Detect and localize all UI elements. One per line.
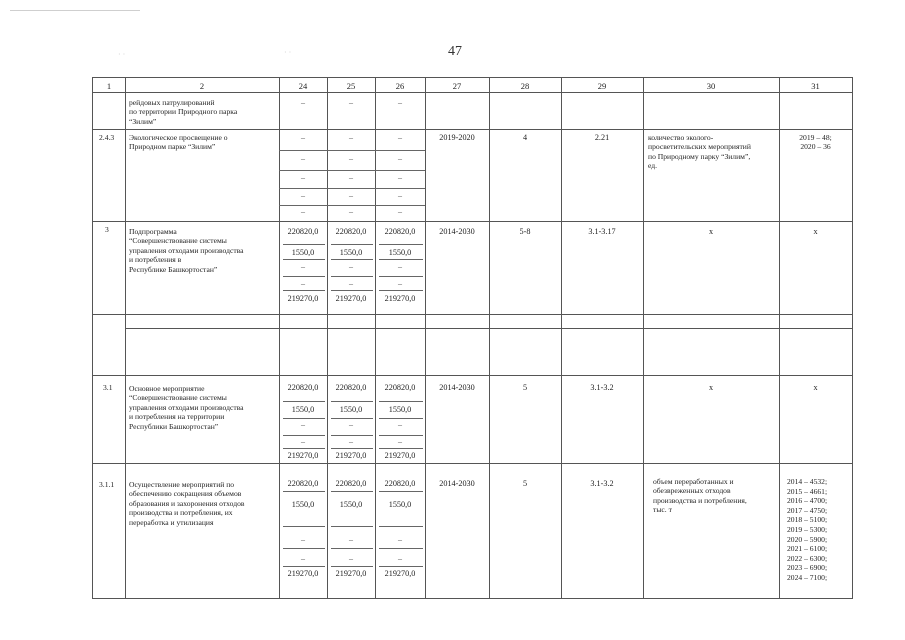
- table-cell-value: 219270,0: [335, 569, 367, 578]
- table-cell-value: 2.21: [594, 133, 610, 142]
- table-cell-value: –: [349, 191, 353, 200]
- column-header: 27: [452, 81, 462, 91]
- table-cell-value: 219270,0: [335, 451, 367, 460]
- table-cell-value: –: [301, 133, 305, 142]
- table-cell-indicator: объем переработанных и обезвреженных отходов производства и потребления, тыс. т: [653, 477, 747, 515]
- table-cell-value: 1550,0: [339, 405, 363, 414]
- data-table: [92, 77, 853, 599]
- table-cell-name: Экологическое просвещение о Природном парке “Зилим”: [129, 133, 228, 152]
- table-cell-period: 2014-2030: [439, 227, 475, 236]
- table-cell-value: –: [301, 420, 305, 429]
- table-cell-value: –: [349, 554, 353, 563]
- table-cell-value: 4: [522, 133, 528, 142]
- table-cell-value: –: [301, 98, 305, 107]
- table-cell-value: –: [398, 420, 402, 429]
- table-cell-value: 220820,0: [287, 479, 319, 488]
- table-cell-value: –: [349, 173, 353, 182]
- table-cell-value: –: [301, 207, 305, 216]
- column-header: 26: [395, 81, 405, 91]
- table-cell-value: 220820,0: [287, 383, 319, 392]
- table-cell-value: –: [349, 154, 353, 163]
- table-cell-value: 5-8: [519, 227, 531, 236]
- column-header: 29: [597, 81, 607, 91]
- column-header: 25: [346, 81, 356, 91]
- table-cell-value: –: [301, 154, 305, 163]
- table-cell-value: 3.1-3.2: [590, 479, 614, 488]
- table-cell-id: 3: [105, 225, 109, 234]
- table-cell-period: 2014-2030: [439, 479, 475, 488]
- table-cell-value: –: [398, 437, 402, 446]
- table-cell-indicator: количество эколого- просветительских мероприятий по Природному парку “Зилим”, ед.: [648, 133, 751, 171]
- table-cell-value: –: [398, 207, 402, 216]
- column-header: 1: [106, 81, 112, 91]
- table-cell-value: –: [349, 437, 353, 446]
- scan-artifact: · ·: [118, 50, 126, 59]
- table-cell-value: –: [349, 98, 353, 107]
- table-cell-value: 1550,0: [291, 405, 315, 414]
- table-cell-period: 2019-2020: [439, 133, 475, 142]
- column-header: 2: [199, 81, 205, 91]
- table-cell-value: 5: [522, 479, 528, 488]
- table-cell-value: 1550,0: [388, 405, 412, 414]
- column-header: 28: [520, 81, 530, 91]
- table-cell-name: Осуществление мероприятий по обеспечению сокращения объемов образования и захоронения отходов производства и потребления, их переработка и утилизация: [129, 480, 245, 527]
- table-cell-value: –: [349, 207, 353, 216]
- table-cell-value: –: [398, 173, 402, 182]
- table-cell-value: 1550,0: [388, 500, 412, 509]
- table-cell-period: 2014-2030: [439, 383, 475, 392]
- table-cell-value: –: [398, 262, 402, 271]
- table-cell-value: –: [301, 554, 305, 563]
- table-cell-value: 219270,0: [384, 569, 416, 578]
- table-cell-value: –: [398, 191, 402, 200]
- table-cell-targets: х: [813, 227, 818, 236]
- table-cell-value: 219270,0: [287, 451, 319, 460]
- header-mark: [10, 10, 140, 15]
- table-cell-value: 220820,0: [384, 479, 416, 488]
- table-cell-value: 1550,0: [291, 500, 315, 509]
- table-cell-value: 220820,0: [335, 227, 367, 236]
- scan-artifact: · ·: [284, 48, 292, 57]
- table-cell-value: –: [301, 173, 305, 182]
- table-cell-value: 220820,0: [335, 383, 367, 392]
- table-cell-value: –: [301, 279, 305, 288]
- table-cell-value: –: [301, 262, 305, 271]
- table-cell-value: 1550,0: [388, 248, 412, 257]
- table-cell-indicator: х: [708, 227, 714, 236]
- table-cell-value: 220820,0: [335, 479, 367, 488]
- table-cell-value: 3.1-3.2: [590, 383, 614, 392]
- table-cell-value: –: [349, 133, 353, 142]
- table-cell-value: 219270,0: [335, 294, 367, 303]
- table-cell-value: 1550,0: [339, 248, 363, 257]
- table-cell-value: 219270,0: [287, 569, 319, 578]
- table-cell-value: 219270,0: [384, 294, 416, 303]
- page-number: 47: [448, 44, 462, 59]
- table-cell-value: 219270,0: [287, 294, 319, 303]
- table-cell-value: –: [398, 133, 402, 142]
- table-cell-value: –: [301, 535, 305, 544]
- table-cell-name: рейдовых патрулирований по территории Природного парка “Зилим”: [129, 98, 238, 126]
- column-header: 30: [706, 81, 716, 91]
- table-cell-value: 220820,0: [384, 227, 416, 236]
- table-cell-name: Основное мероприятие “Совершенствование системы управления отходами производства и потребления на территории Республики Башкортостан”: [129, 384, 244, 431]
- table-cell-id: 3.1: [103, 383, 113, 392]
- table-cell-value: –: [349, 420, 353, 429]
- table-cell-id: 2.4.3: [99, 133, 115, 142]
- table-cell-value: –: [398, 535, 402, 544]
- table-cell-value: –: [398, 154, 402, 163]
- table-cell-targets: 2014 – 4532; 2015 – 4661; 2016 – 4700; 2017 – 4750; 2018 – 5100; 2019 – 5300; 2020 – 5900; 2021 – 6100; 2022 – 6300; 2023 – 6900; 2024 – 7100;: [787, 477, 828, 582]
- table-cell-id: 3.1.1: [99, 480, 115, 489]
- table-cell-value: –: [398, 279, 402, 288]
- table-cell-value: 5: [522, 383, 528, 392]
- table-cell-targets: 2019 – 48; 2020 – 36: [799, 133, 832, 152]
- table-cell-value: 220820,0: [384, 383, 416, 392]
- table-cell-value: 219270,0: [384, 451, 416, 460]
- table-cell-value: –: [349, 279, 353, 288]
- column-header: 24: [298, 81, 308, 91]
- table-cell-value: 220820,0: [287, 227, 319, 236]
- table-cell-value: –: [301, 437, 305, 446]
- column-header: 31: [811, 81, 820, 91]
- table-cell-value: 3.1-3.17: [588, 227, 616, 236]
- table-cell-value: –: [349, 535, 353, 544]
- table-cell-name: Подпрограмма “Совершенствование системы управления отходами производства и потребления в Республике Башкортостан”: [129, 227, 244, 274]
- table-cell-targets: х: [813, 383, 818, 392]
- table-cell-value: 1550,0: [339, 500, 363, 509]
- table-cell-indicator: х: [708, 383, 714, 392]
- table-cell-value: 1550,0: [291, 248, 315, 257]
- table-cell-value: –: [398, 98, 402, 107]
- table-cell-value: –: [349, 262, 353, 271]
- table-cell-value: –: [398, 554, 402, 563]
- table-cell-value: –: [301, 191, 305, 200]
